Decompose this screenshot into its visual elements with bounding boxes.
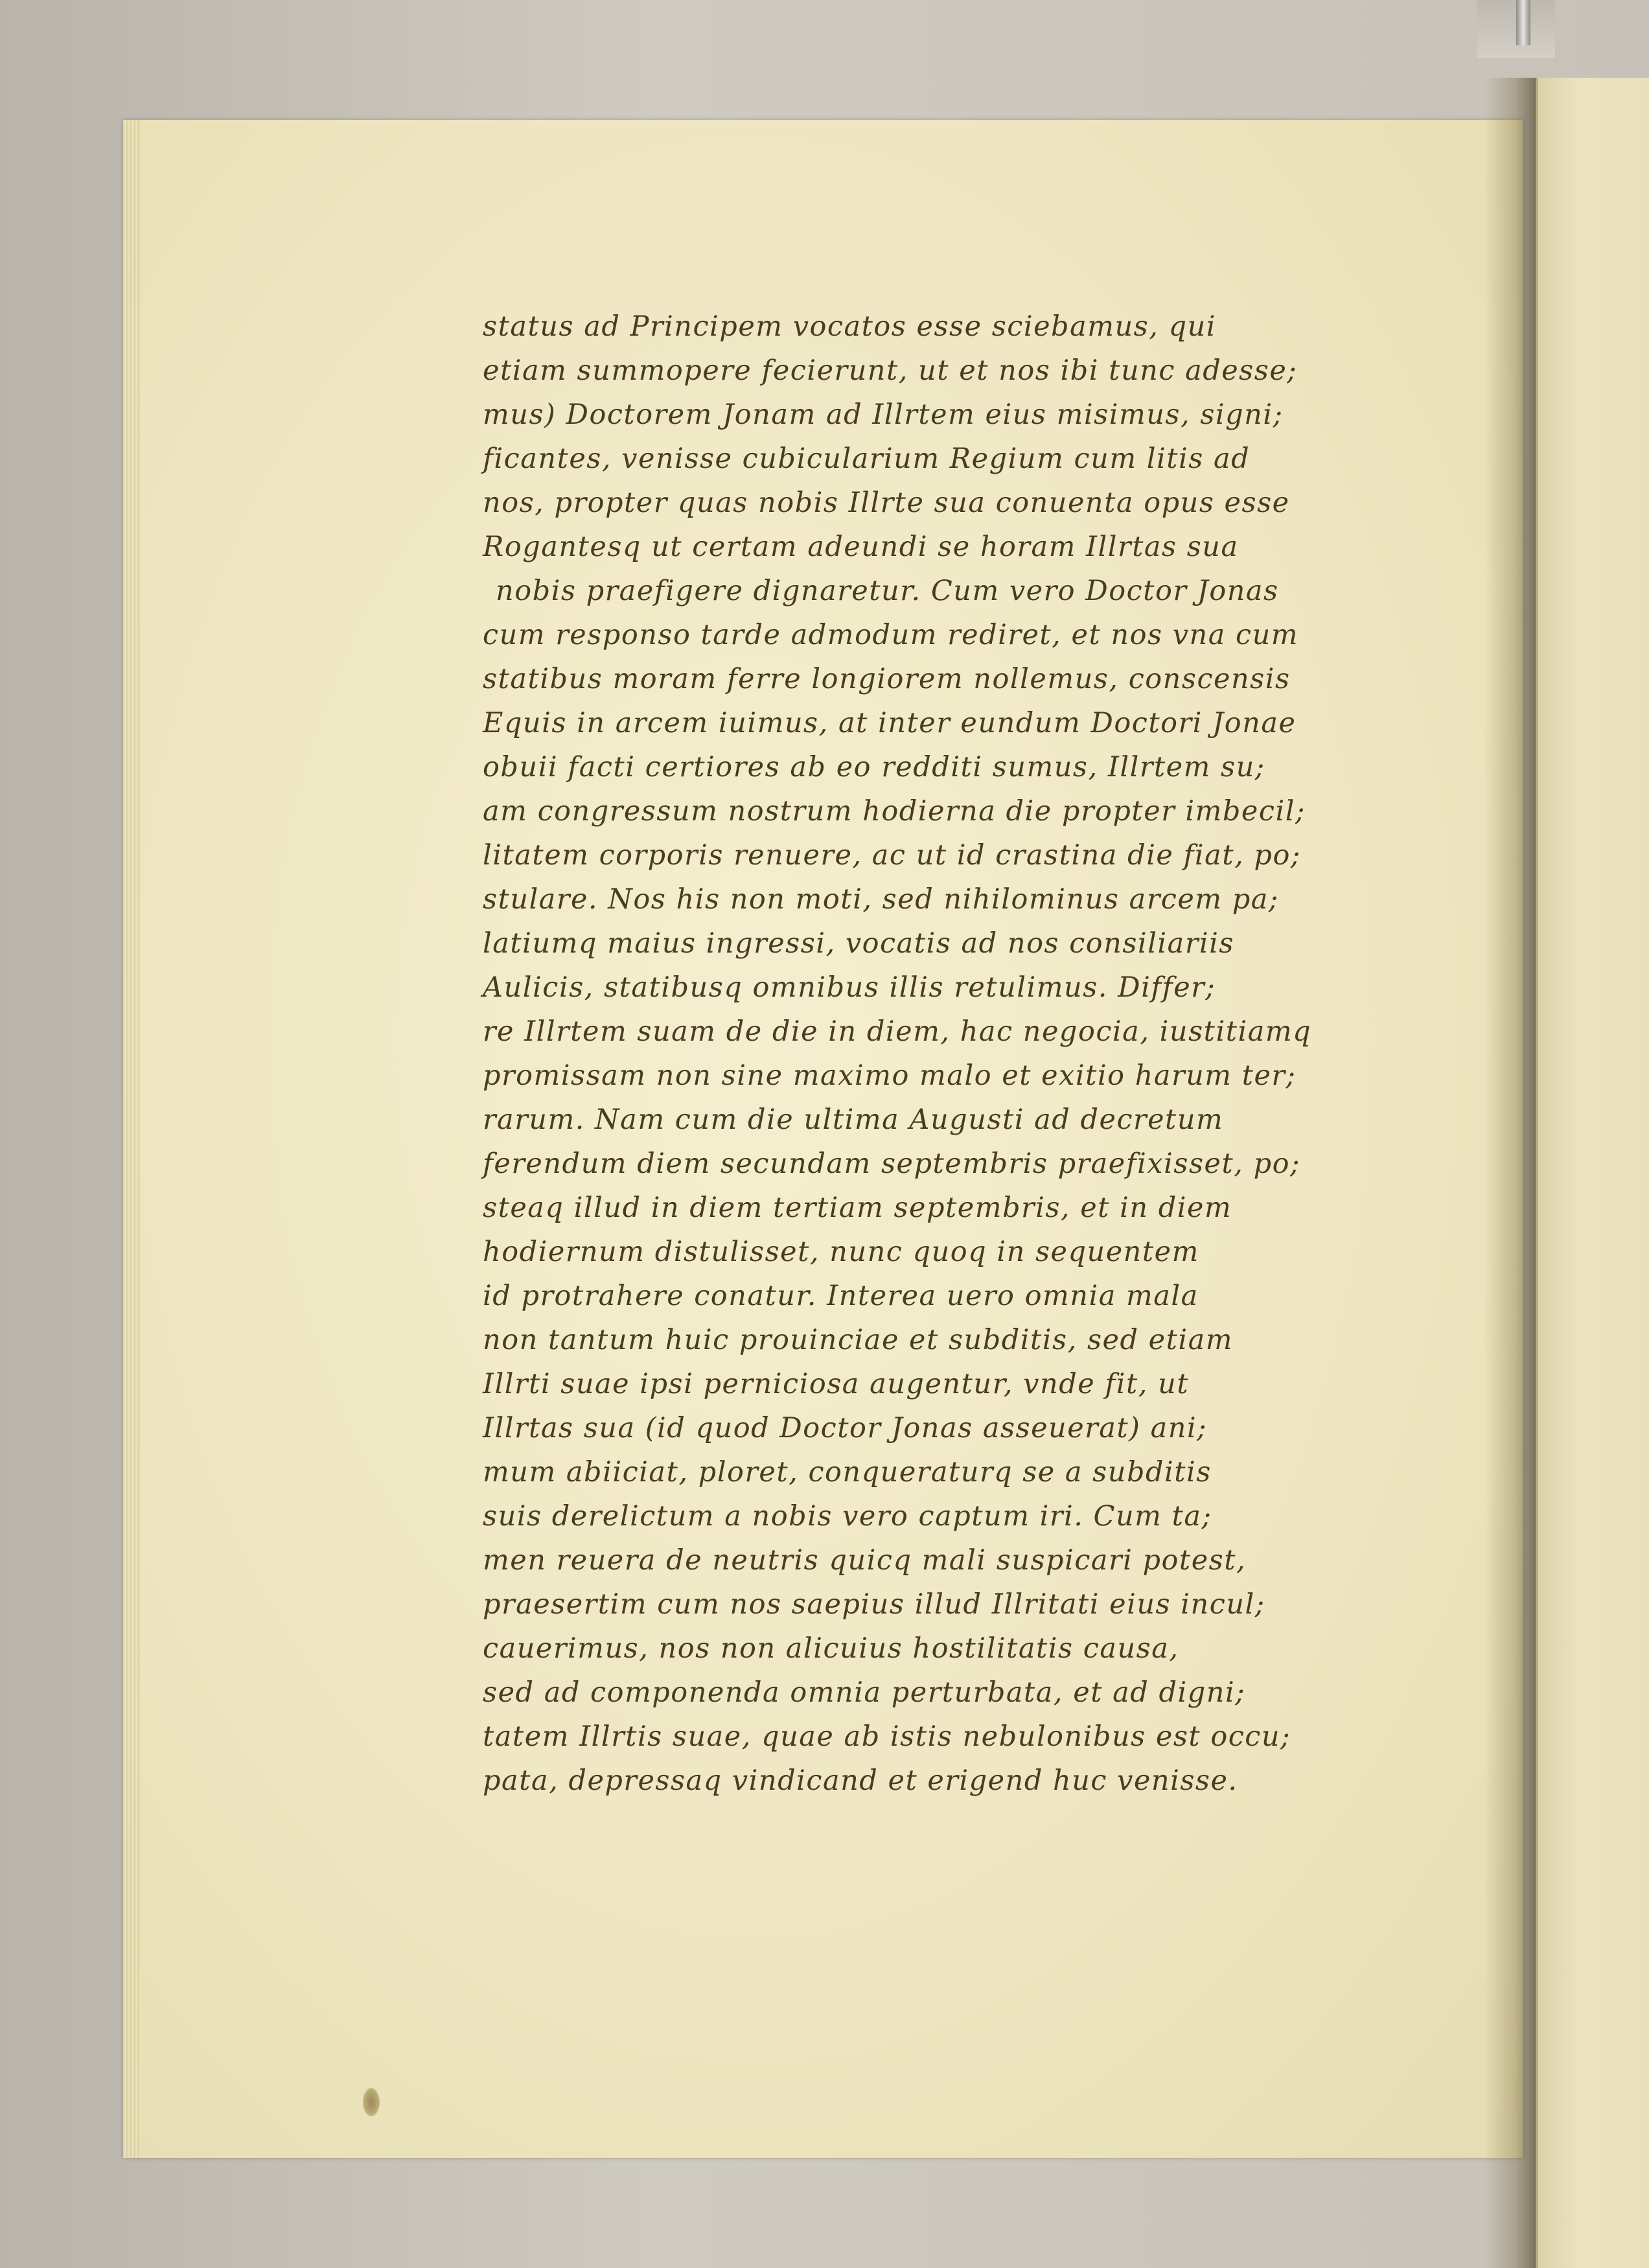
text-line: stulare. Nos his non moti, sed nihilominus arcem pa; (483, 883, 1279, 916)
text-line: sed ad componenda omnia perturbata, et ad digni; (483, 1676, 1246, 1709)
text-line: ficantes, venisse cubicularium Regium cum litis ad (483, 443, 1251, 475)
text-line: obuii facti certiores ab eo redditi sumus, Illrtem su; (483, 751, 1265, 783)
text-line: ferendum diem secundam septembris praefixisset, po; (483, 1148, 1301, 1180)
text-line: Illrti suae ipsi perniciosa augentur, vnde fit, ut (483, 1368, 1190, 1400)
binding-gutter-shadow (1484, 78, 1536, 2268)
text-line: hodiernum distulisset, nunc quoq in sequentem (483, 1236, 1199, 1268)
text-line: pata, depressaq vindicand et erigend huc venisse. (483, 1765, 1238, 1797)
text-line: latiumq maius ingressi, vocatis ad nos consiliariis (483, 927, 1234, 960)
text-line: rarum. Nam cum die ultima Augusti ad decretum (483, 1104, 1224, 1136)
text-line: promissam non sine maximo malo et exitio harum ter; (483, 1059, 1297, 1092)
text-line: suis derelictum a nobis vero captum iri. Cum ta; (483, 1500, 1212, 1533)
text-line: nobis praefigere dignaretur. Cum vero Doctor Jonas (496, 575, 1279, 607)
text-line: re Illrtem suam de die in diem, hac negocia, iustitiamq (483, 1015, 1312, 1048)
text-line: non tantum huic prouinciae et subditis, sed etiam (483, 1324, 1234, 1356)
text-line: praesertim cum nos saepius illud Illritati eius incul; (483, 1588, 1265, 1621)
text-line: am congressum nostrum hodierna die propter imbecil; (483, 795, 1306, 827)
text-line: mus) Doctorem Jonam ad Illrtem eius misimus, signi; (483, 399, 1284, 431)
text-line: mum abiiciat, ploret, conqueraturq se a subditis (483, 1456, 1212, 1488)
text-line: Equis in arcem iuimus, at inter eundum Doctori Jonae (483, 707, 1297, 739)
ink-stain (363, 2088, 380, 2116)
text-line: statibus moram ferre longiorem nollemus, conscensis (483, 663, 1291, 695)
text-line: status ad Principem vocatos esse sciebamus, qui (483, 310, 1217, 343)
text-line: nos, propter quas nobis Illrte sua conuenta opus esse (483, 487, 1290, 519)
book-clip (1516, 0, 1530, 45)
text-line: Rogantesq ut certam adeundi se horam Illrtas sua (483, 531, 1239, 563)
text-line: id protrahere conatur. Interea uero omnia mala (483, 1280, 1199, 1312)
text-line: litatem corporis renuere, ac ut id crastina die fiat, po; (483, 839, 1301, 872)
text-line: men reuera de neutris quicq mali suspicari potest, (483, 1544, 1247, 1577)
text-line: Aulicis, statibusq omnibus illis retulimus. Differ; (483, 971, 1216, 1004)
text-line: Illrtas sua (id quod Doctor Jonas asseuerat) ani; (483, 1412, 1208, 1444)
text-line: cum responso tarde admodum rediret, et nos vna cum (483, 619, 1299, 651)
text-line: cauerimus, nos non alicuius hostilitatis causa, (483, 1632, 1179, 1665)
facing-page-edge (1534, 78, 1649, 2268)
text-line: steaq illud in diem tertiam septembris, et in diem (483, 1192, 1232, 1224)
handwritten-text-block (483, 305, 1312, 1803)
text-line: etiam summopere fecierunt, ut et nos ibi tunc adesse; (483, 354, 1298, 387)
page-stacked-edges (123, 120, 141, 2158)
text-line: tatem Illrtis suae, quae ab istis nebulonibus est occu; (483, 1720, 1291, 1753)
